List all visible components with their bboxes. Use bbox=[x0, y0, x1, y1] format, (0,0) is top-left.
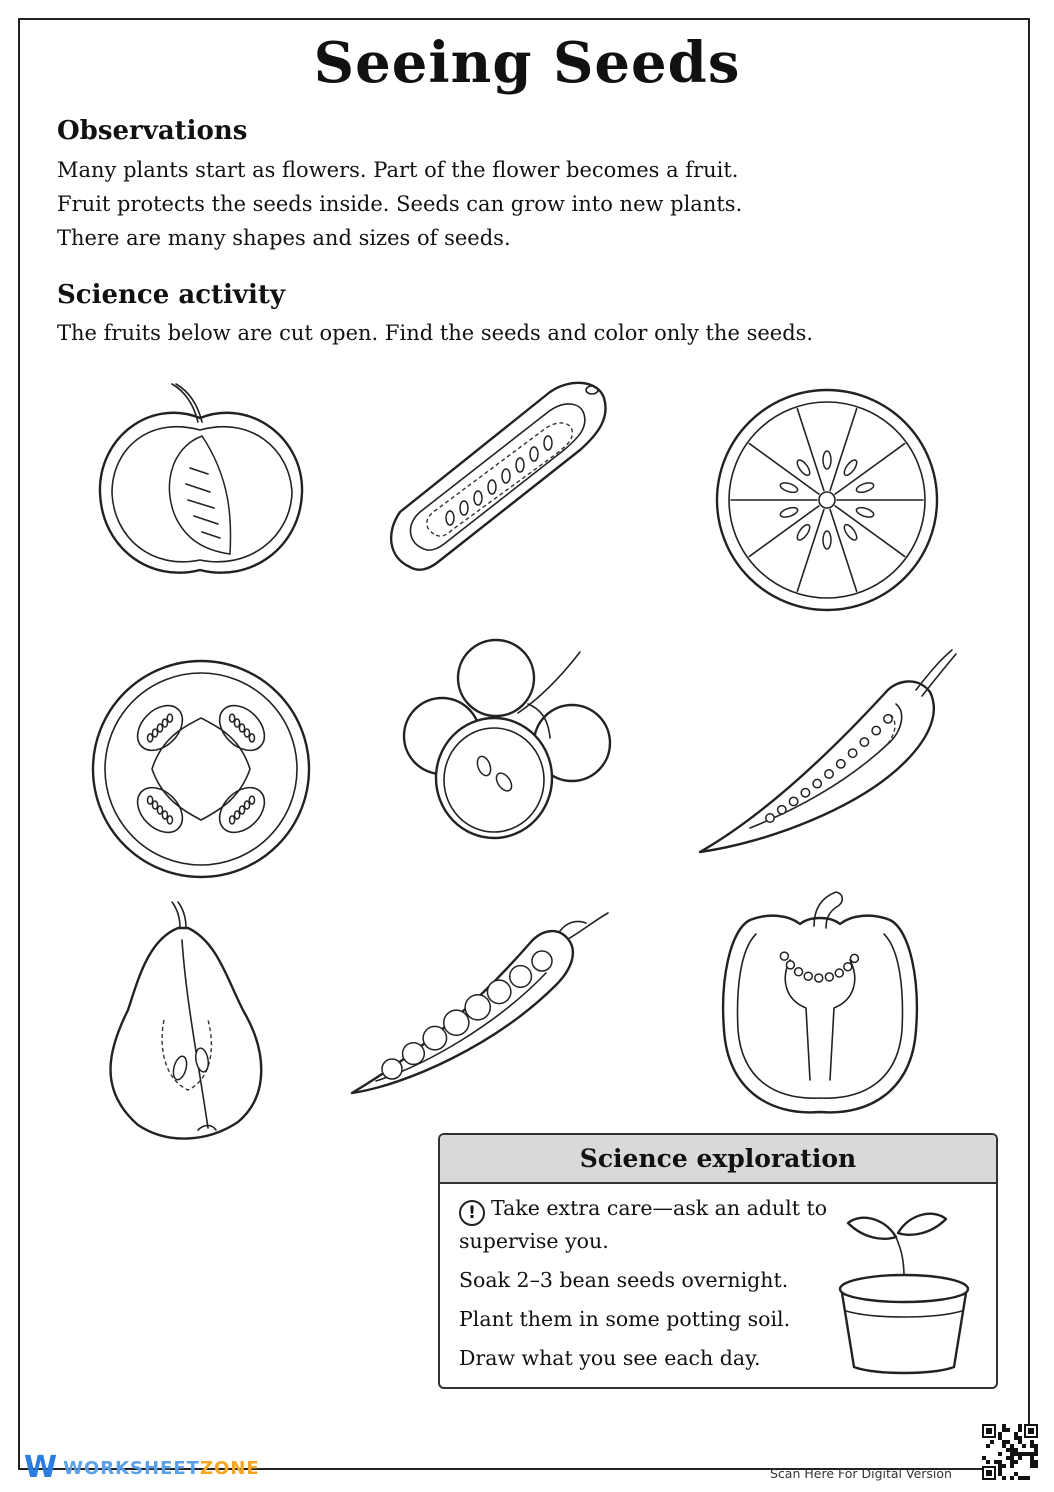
activity-heading: Science activity bbox=[57, 280, 286, 310]
qr-code-icon[interactable] bbox=[982, 1424, 1038, 1480]
scan-caption: Scan Here For Digital Version bbox=[770, 1466, 952, 1481]
exploration-heading: Science exploration bbox=[440, 1135, 996, 1184]
okra-illustration[interactable] bbox=[690, 642, 960, 862]
exploration-step: Draw what you see each day. bbox=[459, 1346, 761, 1370]
observations-heading: Observations bbox=[57, 116, 248, 146]
logo-mark-icon: W bbox=[24, 1450, 58, 1485]
orange-illustration[interactable] bbox=[714, 387, 940, 613]
exploration-step: Plant them in some potting soil. bbox=[459, 1307, 791, 1331]
seedling-pot-icon bbox=[834, 1207, 974, 1377]
apple-illustration[interactable] bbox=[90, 378, 310, 593]
logo-text: WORKSHEETZONE bbox=[63, 1457, 260, 1479]
observations-text bbox=[57, 153, 742, 255]
worksheetzone-logo[interactable] bbox=[24, 1450, 260, 1485]
pepper-illustration[interactable] bbox=[720, 890, 920, 1120]
exploration-warning: ! Take extra care—ask an adult to supervise you. bbox=[459, 1196, 828, 1253]
observation-line: There are many shapes and sizes of seeds. bbox=[57, 226, 511, 250]
exploration-step: Soak 2–3 bean seeds overnight. bbox=[459, 1268, 789, 1292]
activity-instruction: The fruits below are cut open. Find the seeds and color only the seeds. bbox=[57, 321, 814, 345]
peapod-illustration[interactable] bbox=[346, 905, 618, 1105]
warning-icon: ! bbox=[459, 1200, 485, 1226]
worksheet-title: Seeing Seeds bbox=[313, 30, 741, 96]
grapes-illustration[interactable] bbox=[400, 638, 620, 848]
observation-line: Fruit protects the seeds inside. Seeds can grow into new plants. bbox=[57, 192, 743, 216]
pear-illustration[interactable] bbox=[98, 900, 270, 1140]
tomato-illustration[interactable] bbox=[90, 658, 312, 880]
observation-line: Many plants start as flowers. Part of the flower becomes a fruit. bbox=[57, 158, 739, 182]
cucumber-illustration[interactable] bbox=[380, 372, 610, 587]
science-exploration-box bbox=[438, 1133, 998, 1389]
exploration-steps bbox=[459, 1193, 839, 1382]
